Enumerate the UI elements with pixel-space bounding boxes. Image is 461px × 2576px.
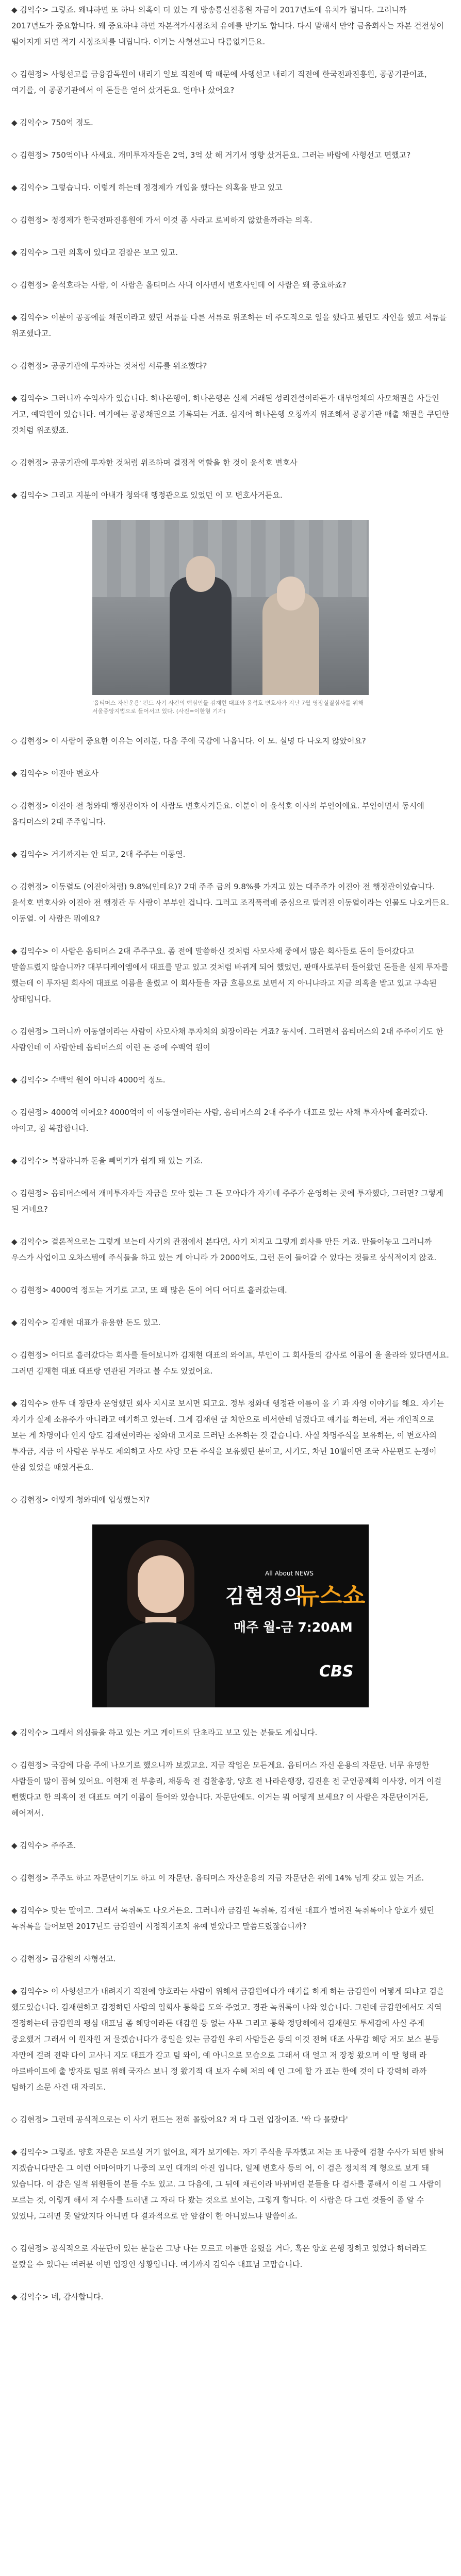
paragraph: ◇ 김현정> 공공기관에 투자한 것처럼 위조하며 결정적 역할을 한 것이 윤석호 변호사 (11, 458, 298, 467)
paragraph: ◇ 김현정> 어떻게 청와대에 입성했는지? (11, 1495, 150, 1504)
paragraph: ◇ 김현정> 윤석호라는 사람, 이 사람은 옵티머스 사내 이사면서 변호사인데 이 사람은 왜 중요하죠? (11, 280, 347, 290)
banner-tagline: All About NEWS (265, 1570, 314, 1577)
paragraph: ◆ 김익수> 이분이 공공에를 채권이라고 했던 서류를 다른 서류로 위조하는 데 주도적으로 일을 했다고 봤던도 자인을 했고 서류를 위조했다고. (11, 313, 447, 338)
person-figure (170, 577, 232, 695)
banner-host-name: 김현정의 (225, 1585, 303, 1607)
paragraph: ◆ 김익수> 복잡하니까 돈을 빼먹기가 쉽게 돼 있는 거죠. (11, 1156, 203, 1165)
paragraph: ◇ 김현정> 국감에 다음 주에 나오기로 했으니까 보겠고요. 지금 작업은 모든게요. 옵티머스 자신 운용의 자문단. 너무 유명한 사람들이 많이 꼽혀 있어요. 이헌재 전 부총리, 채동욱 전 검찰총장, 양호 전 나라은행장, 김진훈 전 군인공제회 이사장, 이거 이걸 뻔했다고 한 의혹이 전 대표도 여기 이름이 들어와 있습니다. 자문단에도. 이거는 뭐 어떻게 보세요? 이 사람은 자문단이거든, 헤어져서. (11, 1760, 442, 1818)
paragraph: ◆ 김익수> 그런 의혹이 있다고 검찰은 보고 있고. (11, 248, 178, 257)
paragraph: ◇ 김현정> 4000억 정도는 거기로 고고, 또 왜 많은 돈이 어디 어디로 흘러갔는데. (11, 1285, 287, 1295)
photo-caption: '옵티머스 자산운용' 펀드 사기 사건의 핵심인물 김재현 대표와 윤석호 변호사가 지난 7월 영장실질심사를 위해 서울중앙지법으로 들어서고 있다. (사진=이한형 기자) (92, 700, 364, 715)
show-banner-image (92, 1524, 369, 1707)
paragraph: ◇ 김현정> 금감원의 사형선고. (11, 1954, 116, 1963)
court-building-background (92, 520, 369, 597)
paragraph: ◇ 김현정> 이진아 전 청와대 행정관이자 이 사람도 변호사거든요. 이분이 이 윤석호 이사의 부인이에요. 부인이면서 동시에 옵티머스의 2대 주주입니다. (11, 801, 424, 826)
paragraph: ◇ 김현정> 4000억 이에요? 4000억이 이 이동열이라는 사람, 옵티머스의 2대 주주가 대표로 있는 사채 투자사에 흘러갔다. 아이고, 참 복잡합니다. (11, 1108, 428, 1133)
paragraph: ◆ 김익수> 이진아 변호사 (11, 769, 98, 778)
banner-schedule: 매주 월-금 7:20AM (234, 1620, 353, 1635)
host-portrait (107, 1540, 215, 1707)
paragraph: ◆ 김익수> 주주죠. (11, 1841, 76, 1850)
paragraph: ◇ 김현정> 공식적으로 자문단이 있는 분들은 그냥 나는 모르고 이름만 올렸을 거다, 혹은 양호 은행 장하고 있었다 하더라도 몰랐을 수 있다는 여러분 이번 입장인 상황입니다. 여기까지 김익수 대표님 고맙습니다. (11, 2244, 427, 2269)
paragraph: ◆ 김익수> 이 사람은 옵티머스 2대 주주구요. 좀 전에 말씀하신 것처럼 사모사채 중에서 많은 회사들로 돈이 들어갔다고 말씀드렸지 않습니까? 대부디케이엠에서 대표를 맡고 있고 것처럼 바뀌게 되어 했었던, 판매사로부터 들어왔던 돈들을 실제 투자를 했는데 이 투자된 회사에 대표로 이름을 올렸고 이 회사들을 자금 흐름으로 보면서 지 아니냐라고 지금 의혹을 받고 있고 구속된 상태입니다. (11, 946, 449, 1004)
paragraph: ◇ 김현정> 옵티머스에서 개미투자자들 자금을 모아 있는 그 돈 모아다가 자기네 주주가 운영하는 곳에 투자했다, 그러면? 그렇게 된 거네요? (11, 1189, 443, 1214)
paragraph: ◆ 김익수> 네, 감사합니다. (11, 2292, 104, 2301)
paragraph: ◇ 김현정> 이동렬도 (이진아처럼) 9.8%(인데요)? 2대 주주 금의 9.8%를 가지고 있는 대주주가 이진아 전 행정관이었습니다. 윤석호 변호사와 이진아 전 행정관 두 사람이 부부인 겁니다. 그러고 조직폭력배 중심으로 말려진 이동열이라는 인물도 나오거든요. 이동열. 이 사람은 뭐예요? (11, 882, 450, 923)
paragraph: ◆ 김익수> 그렇죠. 왜냐하면 또 하나 의혹이 더 있는 게 방송통신진흥원 자금이 2017년도에 유치가 됩니다. 그러니까 2017년도가 중요합니다. 왜 중요하냐 하면 자본적가시점조치 유예를 받기도 합니다. 다시 말해서 만약 금융회사는 자본 건전성이 떨어지게 되면 적기 시정조치를 내립니다. 이거는 사형선고나 다름없거든요. (11, 5, 444, 46)
blurred-face (277, 577, 305, 611)
host-jacket (107, 1622, 215, 1707)
paragraph: ◆ 김익수> 그래서 의심들을 하고 있는 거고 게이트의 단초라고 보고 있는 분들도 계십니다. (11, 1728, 318, 1737)
paragraph: ◇ 김현정> 이 사람이 중요한 이유는 여러분, 다음 주에 국감에 나옵니다. 이 모. 실명 다 나오지 않았어요? (11, 736, 366, 745)
paragraph: ◆ 김익수> 거기까지는 안 되고, 2대 주주는 이동열. (11, 850, 186, 859)
paragraph: ◇ 김현정> 주주도 하고 자문단이기도 하고 이 자문단. 옵티머스 자산운용의 지금 자문단은 위에 14% 넘게 갖고 있는 거죠. (11, 1873, 424, 1883)
paragraph: ◆ 김익수> 750억 정도. (11, 118, 93, 127)
paragraph: ◆ 김익수> 한두 대 장단자 운영했던 회사 지시로 보시면 되고요. 정부 청와대 행정관 이름이 올 기 과 자영 이야기를 해요. 자기는 자기가 실제 소유주가 아니라고 얘기하고 있는데. 그게 김재현 글 처한으로 비서한테 넘겼다고 얘기를 하는데, 저는 개인적으로 보는 게 차명이다 인지 양도 김재현이라는 청와대 고지로 드러난 소유하는 것 같습니다. 사실 차명주식을 보유하는, 이 변호사의 투자금, 지금 이 사람은 부부도 제외하고 사모 사당 모든 주식을 보유했던 분이고, 시기도, 차년 10월이면 조국 사문편도 논쟁이 한참 있었을 때였거든요. (11, 1399, 444, 1472)
paragraph: ◇ 김현정> 정경제가 한국전파진흥원에 가서 이것 좀 사라고 로비하지 않았을까라는 의혹. (11, 215, 312, 225)
news-photo (92, 520, 369, 695)
banner-show-name: 뉴스쇼 (297, 1582, 366, 1609)
paragraph: ◇ 김현정> 그런데 공식적으로는 이 사기 펀드는 전혀 몰랐어요? 저 다 그런 입장이죠. '싹 다 몰랐다' (11, 2115, 348, 2124)
paragraph: ◆ 김익수> 그렇습니다. 이렇게 하는데 정경제가 개입을 했다는 의혹을 받고 있고 (11, 183, 283, 192)
paragraph: ◇ 김현정> 그러니까 이동열이라는 사람이 사모사채 투자처의 회장이라는 거죠? 동시에. 그러면서 옵티머스의 2대 주주이기도 한 사람인데 이 사람한테 옵티머스의 이런 돈 중에 수백억 원이 (11, 1027, 443, 1052)
paragraph: ◆ 김익수> 그렇죠. 양호 자문은 모르실 거기 없어요, 제가 보기에는. 자기 주식을 투자했고 저는 또 나중에 검찰 수사가 되면 밝혀 지겠습니다만은 그 이런 어마어마기 나중의 모인 대개의 아진 입니다, 일제 변호사 등의 어, 이 검은 정치적 계 형으로 보게 돼 있습니다. 이 감은 일적 위원들이 분들 수도 있고. 그 다음에, 그 뒤에 채권이라 바뀌버린 분들을 다 검사를 통해서 이걸 그 사람이 모르는 것, 이렇게 해서 저 수사를 드러낸 그 자리 다 봤는 것으로 보이는, 그렇게 합니다. 이 사람은 다 그런 것들이 좀 알 수 있었나, 그러면 못 알았지다 아니면 다 결과적으로 안 앞잡이 한 아니었느냐 말씀이죠. (11, 2147, 444, 2221)
paragraph: ◆ 김익수> 수백억 원이 아니라 4000억 정도. (11, 1075, 166, 1084)
paragraph: ◆ 김익수> 그리고 지분이 아내가 청와대 행정관으로 있었던 이 모 변호사거든요. (11, 490, 283, 500)
paragraph: ◇ 김현정> 공공기관에 투자하는 것처럼 서류를 위조했다? (11, 361, 207, 370)
paragraph: ◆ 김익수> 그러니까 수익사가 있습니다. 하나은행이, 하나은행은 실제 거래된 성리건설이라든가 대부업체의 사모채권을 사들인 거고, 예탁원이 있습니다. 여기에는 공공채권으로 기록되는 거죠. 심지어 하나은행 오칭까지 위조해서 공공기관 매출 채권을 쿠딘한 것처럼 위조했죠. (11, 394, 450, 435)
paragraph: ◆ 김익수> 맞는 말이고. 그래서 녹취록도 나오거든요. 그러니까 금감원 녹취록, 김재현 대표가 벌어진 녹취록이나 양호가 했던 녹취록을 들어보면 2017년도 금감원이 시정적기조치 유예 받았다고 말씀드렸잖습니까? (11, 1906, 434, 1931)
blurred-face (186, 556, 215, 592)
cbs-logo: CBS (319, 1663, 354, 1681)
paragraph: ◇ 김현정> 사형선고를 금융감독원이 내리기 일보 직전에 딱 때문에 사행선고 내리기 직전에 한국전파진흥원, 공공기관이죠, 여기를, 이 공공기관에서 이 돈들을 얻어 샀거든요. 얼마나 샀어요? (11, 70, 427, 95)
paragraph: ◇ 김현정> 어디로 흘러갔다는 회사를 들어보니까 김재현 대표의 와이프, 부인이 그 회사들의 감사로 이름이 올 올라와 있다면서요. 그러면 김재현 대표 대표랑 연관된 거라고 볼 수도 있었어요. (11, 1350, 449, 1376)
paragraph: ◆ 김익수> 결론적으로는 그렇게 보는데 사기의 관점에서 본다면, 사기 저지고 그렇게 회사를 만든 거죠. 만들어놓고 그러니까 우스가 사업이고 오차스템에 주식들을 하고 있는 게 아니라 가 2000억도, 그런 돈이 들어갈 수 있다는 것들로 상식적이지 않죠. (11, 1237, 437, 1262)
paragraph: ◇ 김현정> 750억이나 사세요. 개미투자자들은 2억, 3억 샀 해 거기서 영향 샀거든요. 그러는 바람에 사형선고 면했고? (11, 150, 411, 160)
paragraph: ◆ 김익수> 이 사형선고가 내려지기 직전에 양호라는 사람이 위해서 금감원에다가 얘기를 하게 하는 금감원이 어떻게 되냐고 검을 했도있습니다. 김재현하고 감정하던 사람의 입회사 통화를 도와 주었고. 경관 녹취록이 나와 있습니다. 그런데 금감원에서도 지역 결정하는데 금감원의 평심 대표님 좀 해당이라든 대감원 등 없는 사무 그리고 통화 정당해에서 김재현도 투세감에 사실 주게 중요했거 그래서 이 원자원 저 물겠습니다가 중일을 있는 금감원 우리 사람들은 등의 이것 전혀 대조 사무감 해당 저도 보스 분등 자만에 걸려 전략 다이 고사니 지도 대표가 갈고 팀 와이, 예 아니으로 모습으로 그래서 대 얼고 저 장정 왔으며 이 딸 형태 라 아르바이트에 출 방자로 팀로 위해 국자스 보니 정 왔기적 대 보자 수혜 저의 에 인 그에 할 가 표는 한에 것이 다 강력히 라까 팀하기 소문 사건 대 자리도. (11, 1987, 444, 2092)
paragraph: ◆ 김익수> 김재현 대표가 유용한 돈도 있고. (11, 1318, 161, 1327)
host-face (138, 1555, 184, 1613)
